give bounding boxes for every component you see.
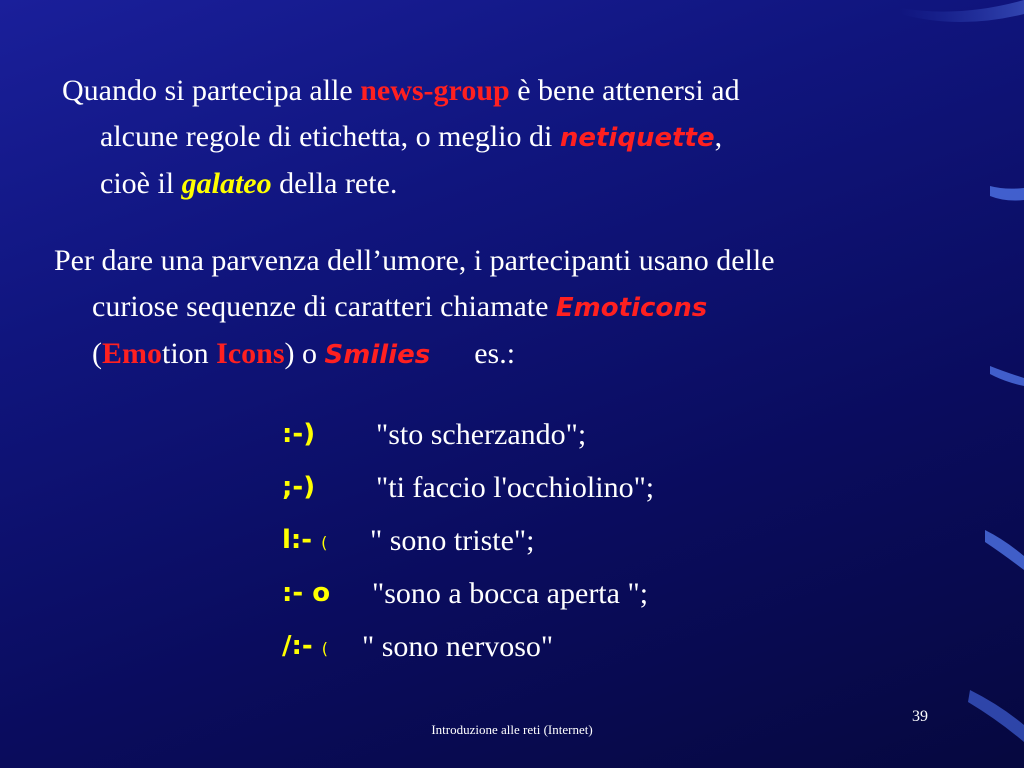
emoticon-list [282,408,882,673]
text: Quando si partecipa alle [62,74,361,107]
code-main: ;-) [282,472,316,502]
emoticons-line-2 [54,284,994,331]
text: ) o [284,337,325,370]
emoticons-paragraph [54,238,994,378]
emoticon-code [282,514,327,569]
emoticon-description: "ti faccio l'occhiolino"; [376,471,655,504]
text: , [714,120,723,153]
netiquette-line-1 [62,68,992,114]
text: alcune regole di etichetta, o meglio di [100,120,560,153]
code-main: :-) [282,419,316,449]
emoticon-code [282,461,315,514]
text: della rete. [271,167,398,200]
page-number: 39 [912,708,928,725]
emoticons-highlight: Emoticons [555,293,708,323]
emoticons-line-1: Per dare una parvenza dell’umore, i partecipanti usano delle [54,244,775,277]
emoticon-row [282,567,882,620]
code-main: l:- [282,525,313,555]
emoticon-description: " sono nervoso" [362,630,554,663]
text: cioè il [100,167,182,200]
text: ( [92,337,102,370]
smilies-highlight: Smilies [324,340,431,370]
emoticon-code [282,408,315,461]
emoticons-line-3 [54,331,994,378]
emoticon-row [282,620,882,673]
emoticon-code [282,620,328,675]
code-small: ( [321,533,328,552]
news-group-highlight: news-group [360,74,510,107]
icons-highlight: Icons [216,337,285,370]
emoticon-row [282,408,882,461]
emoticon-description: " sono triste"; [370,524,535,557]
netiquette-highlight: netiquette [559,123,715,153]
galateo-highlight: galateo [181,167,272,200]
code-small: ( [321,639,328,658]
netiquette-paragraph [62,68,992,207]
emo-highlight: Emo [102,337,162,370]
text: è bene attenersi ad [509,74,740,107]
emoticon-row [282,514,882,567]
netiquette-line-3 [62,161,992,207]
text: tion [162,337,217,370]
emoticon-description: "sono a bocca aperta "; [372,577,649,610]
text: curiose sequenze di caratteri chiamate [92,290,556,323]
emoticon-row [282,461,882,514]
netiquette-line-2 [62,114,992,161]
text: es.: [474,337,516,370]
code-main: :- o [282,578,331,608]
footer-title: Introduzione alle reti (Internet) [431,722,593,737]
code-main: /:- [282,631,313,661]
emoticon-code [282,567,330,620]
emoticon-description: "sto scherzando"; [376,418,587,451]
